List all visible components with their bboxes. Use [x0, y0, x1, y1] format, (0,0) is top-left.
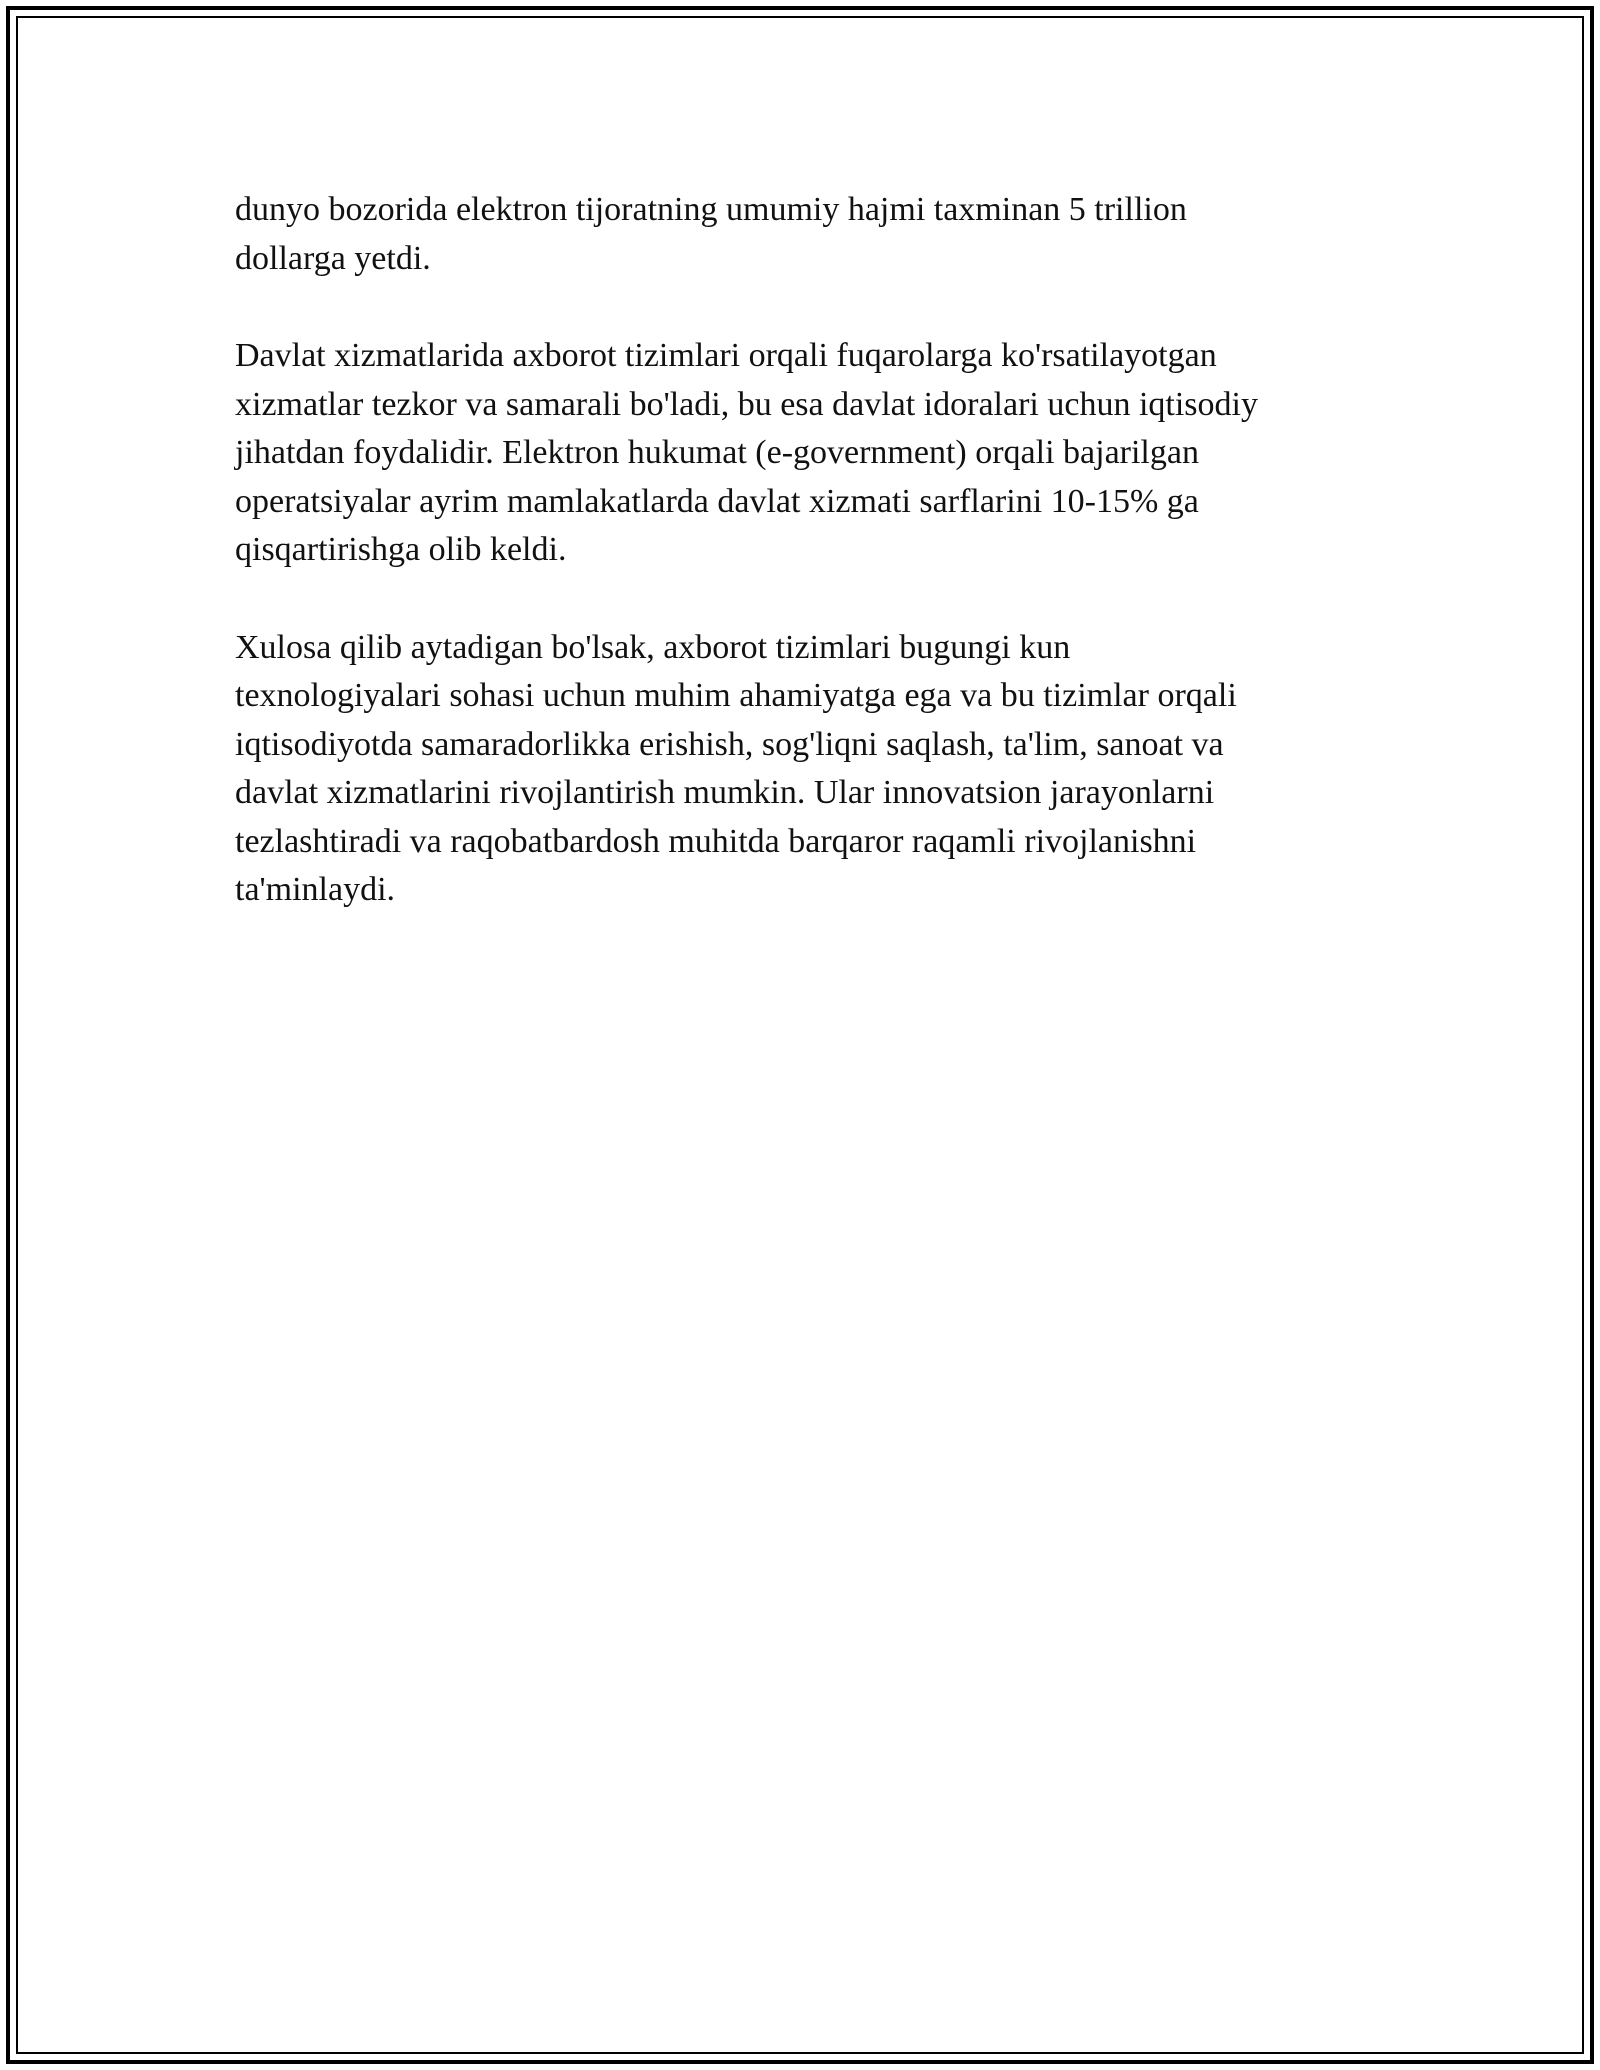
paragraph-ecommerce: dunyo bozorida elektron tijoratning umumiy hajmi taxminan 5 trillion dollarga yetdi. — [235, 191, 1187, 277]
paragraph-conclusion: Xulosa qilib aytadigan bo'lsak, axborot tizimlari bugungi kun texnologiyalari sohasi uchun muhim ahamiyatga ega va bu tizimlar orqali iqtisodiyotda samaradorlikka erishish, sog'liqni saqlash, ta'lim, sanoat va davlat xizmatlarini rivojlantirish mumkin. Ular innovatsion jarayonlarni tezlashtiradi va raqobatbardosh muhitda barqaror raqamli rivojlanishni ta'minlaydi. — [235, 628, 1237, 908]
paragraph-government-services: Davlat xizmatlarida axborot tizimlari orqali fuqarolarga ko'rsatilayotgan xizmatlar tezkor va samarali bo'ladi, bu esa davlat idoralari uchun iqtisodiy jihatdan foydalidir. Elektron hukumat (e-government) orqali bajarilgan operatsiyalar ayrim mamlakatlarda davlat xizmati sarflarini 10-15% ga qisqartirishga olib keldi. — [235, 337, 1258, 568]
document-body — [235, 186, 1365, 964]
